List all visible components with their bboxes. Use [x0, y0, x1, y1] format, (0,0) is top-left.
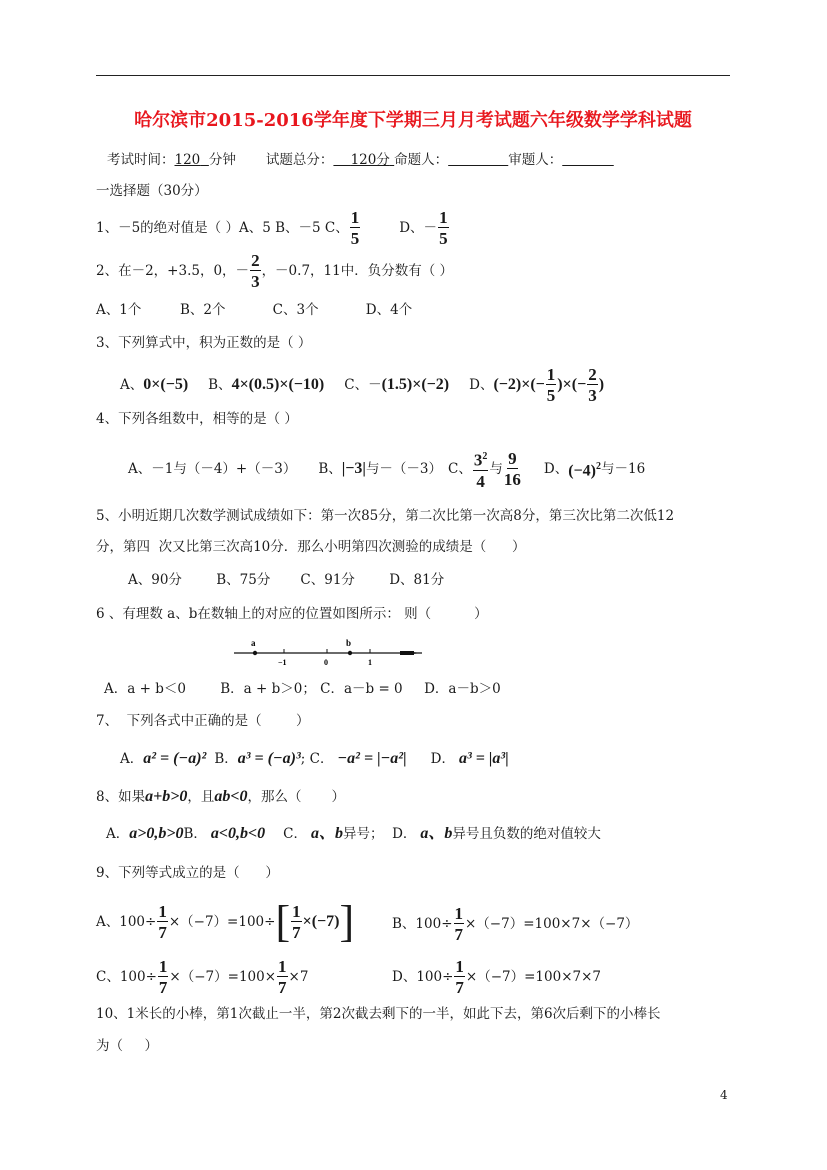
q4-b-post: 与－（－3） [365, 460, 443, 477]
q3-options [120, 366, 604, 404]
q9-a-pre: A、100÷ [96, 914, 157, 930]
q7-d-expr: a³ = |a³| [458, 750, 509, 767]
exam-info [107, 151, 614, 169]
question-8 [96, 788, 345, 806]
q9-c-pre: C、100÷ [96, 969, 157, 985]
q9-d-post: ×（−7）=100×7×7 [465, 969, 601, 985]
q9-a-mid: ×（−7）=100÷ [168, 914, 276, 930]
q7-c-expr: −a² = |−a²| [337, 750, 407, 767]
q7-b-label: B． [214, 751, 238, 767]
number-line [230, 636, 430, 668]
q8-mid: ，且 [187, 789, 215, 805]
q7-a-expr: a² = (−a)² [143, 750, 207, 767]
q3-d-fraction-1: $\frac{1}{5}$ [546, 365, 556, 405]
q4-c-fraction-1: $3^2$ 4 [473, 448, 489, 490]
q1-text: 1、－5的绝对值是（ ）A、5 B、－5 C、 [96, 220, 349, 236]
q3-d-fraction-2: $\frac{2}{3}$ [588, 365, 597, 405]
q8-pre: 8、如果 [96, 789, 146, 805]
q8-cond-1: a+b>0 [145, 788, 188, 805]
q4-c-fraction-2: 9 16 [503, 448, 521, 489]
q4-d-label: D、 [543, 460, 569, 477]
q7-a-label: A． [120, 751, 144, 767]
q8-cond-2: ab<0 [214, 788, 248, 805]
q8-b-label: B． [183, 826, 207, 842]
q5-line-2: 分，第四 次又比第三次高10分．那么小明第四次测验的成绩是（ ） [96, 539, 526, 555]
q8-b-expr: a<0,b<0 [210, 825, 266, 842]
q8-a-label: A． [106, 826, 130, 842]
q9-option-a [96, 897, 355, 946]
q9-c-fraction: $\frac{1}{7}$ [158, 957, 168, 997]
q2-post: ，－0.7，11中．负分数有（ ） [261, 263, 454, 279]
author-blank [448, 152, 508, 168]
question-2 [96, 252, 453, 290]
q7-stem: 7、 下列各式中正确的是（ ） [96, 713, 310, 729]
author-label: 命题人： [394, 152, 449, 168]
label-b: b [346, 638, 352, 648]
q1-fraction-d: 1 5 [439, 208, 448, 248]
q9-a-bracket-right: ] [339, 897, 355, 946]
header-rule [96, 75, 730, 76]
q9-d-fraction: $\frac{1}{7}$ [455, 957, 464, 997]
q9-c-fraction-2: $\frac{1}{7}$ [278, 957, 287, 997]
time-value: 120 [174, 152, 201, 168]
q4-c-mid: 与 [489, 460, 503, 477]
q9-c-post: ×7 [288, 969, 309, 985]
time-unit: 分钟 [208, 152, 236, 168]
q8-c-post: 异号； D． [343, 826, 417, 842]
q10-line-2: 为（ ） [96, 1038, 158, 1054]
q3-b-expr: 4×(0.5)×(−10) [231, 376, 325, 393]
q5-line-1: 5、小明近期几次数学测试成绩如下：第一次85分，第二次比第一次高8分，第三次比第二次低12 [96, 508, 675, 524]
page-number: 4 [720, 1088, 728, 1102]
reviewer-label: 审题人： [508, 152, 563, 168]
q3-c-expr: (1.5)×(−2) [381, 376, 450, 393]
time-label: 考试时间： [107, 152, 175, 168]
q9-b-fraction: $\frac{1}{7}$ [454, 904, 463, 944]
q6-stem: 6 、有理数 a、b在数轴上的对应的位置如图所示： 则（ ） [96, 606, 488, 622]
q8-post: ，那么（ ） [247, 789, 345, 805]
q3-a-label: A、 [120, 377, 144, 393]
q2-options: A、1个 B、2个 C、3个 D、4个 [96, 302, 413, 318]
q10-line-1: 10、1米长的小棒，第1次截止一半，第2次截去剩下的一半，如此下去，第6次后剩下的小棒长 [96, 1006, 661, 1022]
q9-a-bracket-content: ×(−7) [302, 913, 340, 930]
q7-b-expr: a³ = (−a)³ [237, 750, 301, 767]
q9-stem: 9、下列等式成立的是（ ） [96, 865, 279, 881]
tick-1: 1 [368, 658, 372, 667]
q3-d-part1: (−2)×(− [493, 376, 545, 393]
q9-b-post: ×（−7）=100×7×（−7） [465, 916, 639, 932]
q8-c-label: C． [283, 826, 307, 842]
q5-options: A、90分 B、75分 C、91分 D、81分 [128, 572, 445, 588]
label-a: a [251, 638, 256, 648]
q3-d-part2: )×(− [557, 376, 587, 393]
q8-options [106, 825, 601, 843]
q2-pre: 2、在－2，+3.5，0，－ [96, 263, 250, 279]
q9-option-c [96, 958, 308, 996]
score-value: 120分 [350, 152, 390, 168]
q6-options: A．a + b＜0 B．a + b＞0； C．a－b = 0 D．a－b＞0 [104, 681, 501, 697]
q1-option-d: D、－ [399, 220, 438, 236]
q4-options [128, 448, 645, 490]
q4-b-label: B、 [318, 460, 342, 477]
q9-a-bracket-left: [ [275, 897, 291, 946]
q4-option-a: A、－1与（－4）+（－3） [128, 460, 297, 477]
score-label: 试题总分： [265, 152, 334, 168]
q9-option-d [392, 958, 601, 996]
question-1 [96, 209, 450, 247]
q8-d-expr: a、b [420, 825, 453, 842]
section-heading: 一选择题（30分） [96, 183, 208, 199]
q3-d-label: D、 [469, 377, 494, 393]
q8-c-expr: a、b [310, 825, 343, 842]
q4-stem: 4、下列各组数中，相等的是（ ） [96, 411, 298, 427]
q3-a-expr: 0×(−5) [143, 376, 189, 393]
q8-a-expr: a>0,b>0 [129, 825, 184, 842]
q4-b-abs: |−3| [341, 459, 366, 477]
q3-c-label: C、－ [344, 377, 382, 393]
q7-options [120, 750, 509, 768]
tick-0: 0 [324, 658, 328, 667]
q4-d-expr: $(-4)^2$ [568, 460, 601, 479]
q9-b-pre: B、100÷ [392, 916, 453, 932]
tick-minus-1: −1 [278, 658, 287, 667]
q9-option-b [392, 905, 638, 943]
q3-d-part3: ) [598, 376, 605, 393]
q3-stem: 3、下列算式中，积为正数的是（ ） [96, 335, 312, 351]
q1-fraction-c: 1 5 [350, 208, 360, 248]
q9-a-fraction-2: $\frac{1}{7}$ [292, 902, 301, 942]
q9-c-mid: ×（−7）=100× [169, 969, 277, 985]
q2-fraction: 2 3 [251, 251, 260, 291]
q4-c-label: C、 [448, 460, 472, 477]
q8-d-post: 异号且负数的绝对值较大 [452, 826, 601, 842]
reviewer-blank [562, 152, 614, 168]
q7-d-label: D． [430, 751, 455, 767]
q9-d-pre: D、100÷ [392, 969, 454, 985]
q9-a-fraction: $\frac{1}{7}$ [158, 902, 167, 942]
q7-c-label: ; C． [300, 751, 334, 767]
q3-b-label: B、 [208, 377, 232, 393]
q4-d-post: 与－16 [600, 460, 646, 477]
page-title: 哈尔滨市2015-2016学年度下学期三月月考试题六年级数学学科试题 [134, 110, 692, 131]
